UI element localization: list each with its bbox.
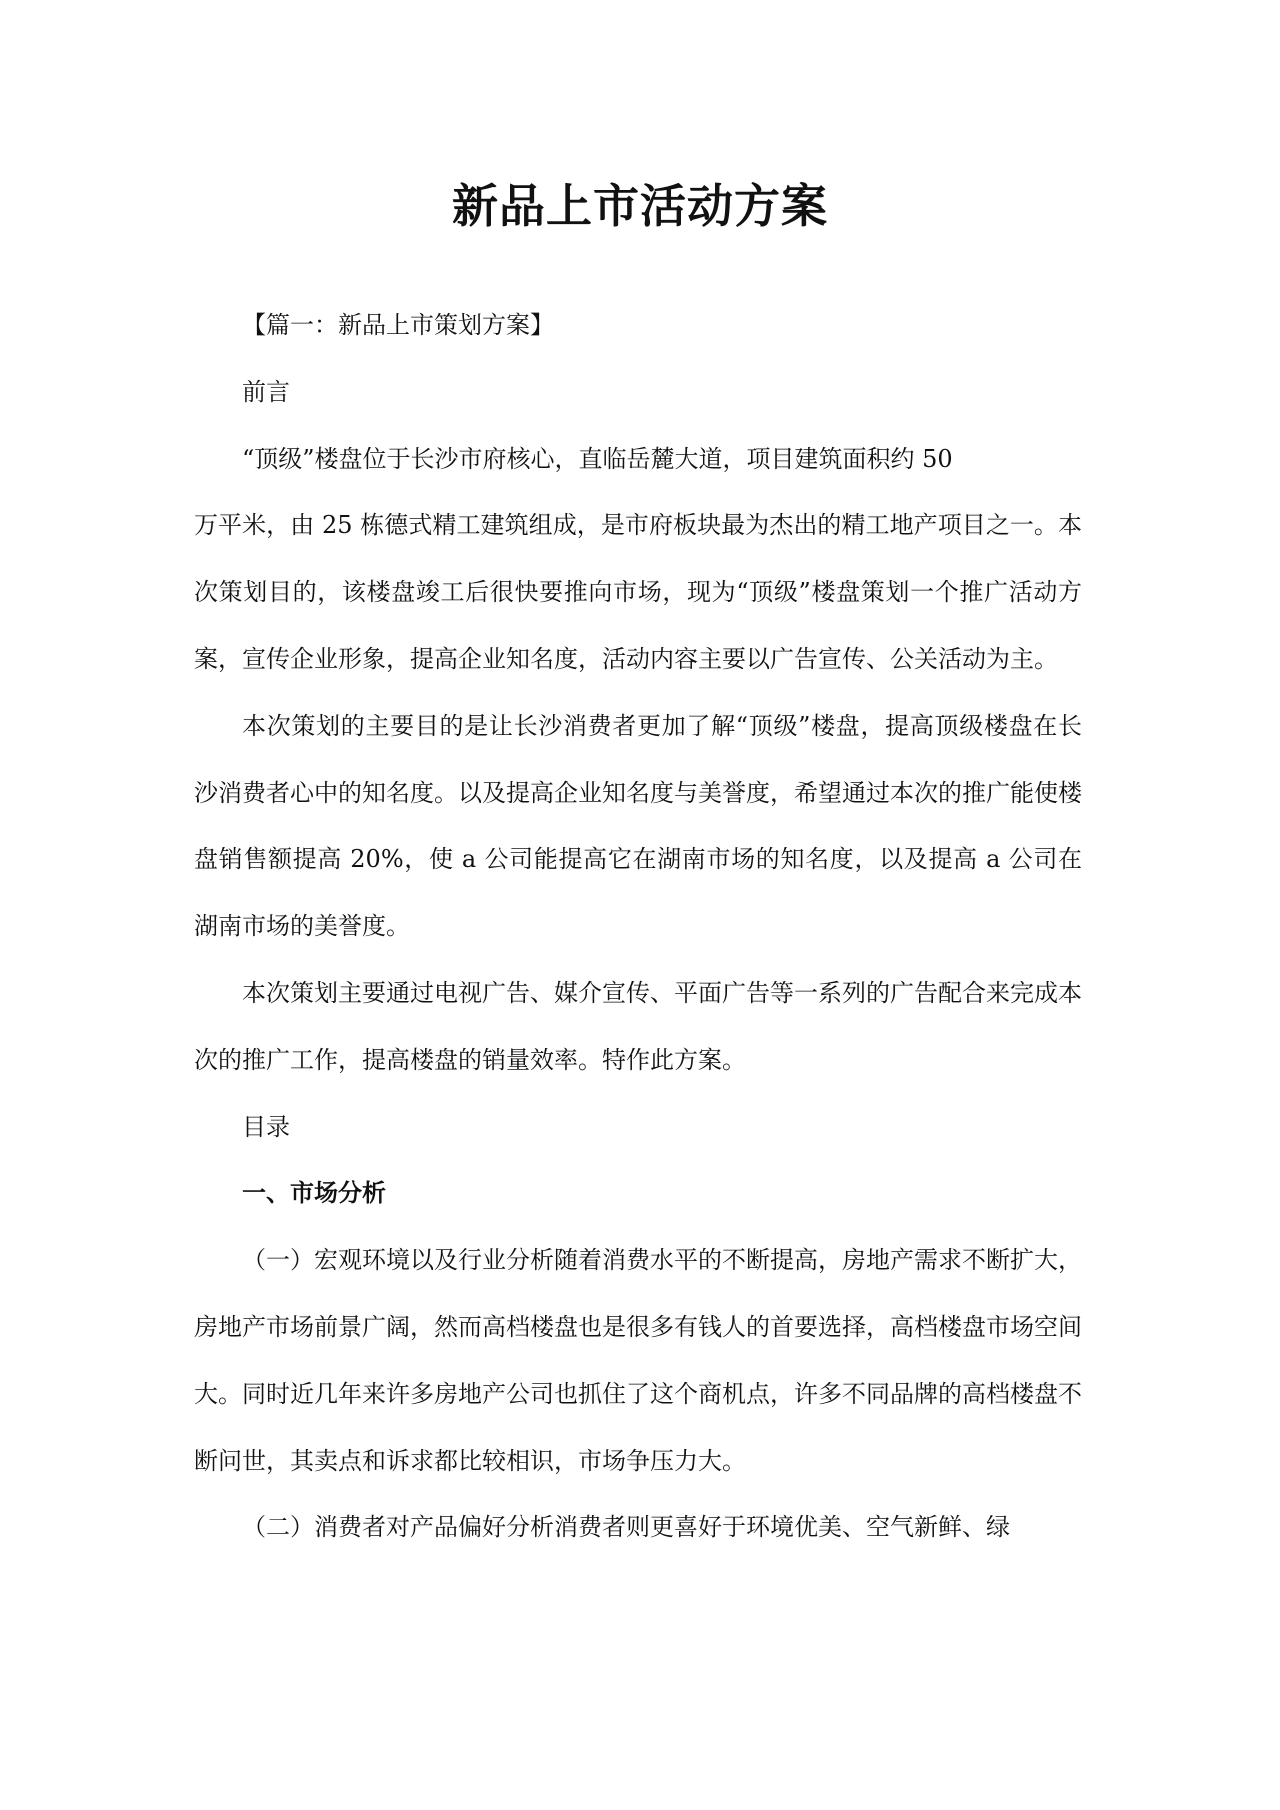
document-body xyxy=(194,292,1082,1561)
preface-paragraph-2: 本次策划的主要目的是让长沙消费者更加了解“顶级”楼盘，提高顶级楼盘在长沙消费者心中的知名度。以及提高企业知名度与美誉度，希望通过本次的推广能使楼盘销售额提高 20%，使 a 公司能提高它在湖南市场的知名度，以及提高 a 公司在湖南市场的美誉度。 xyxy=(194,711,1082,941)
chapter-1-paragraph-1: （一）宏观环境以及行业分析随着消费水平的不断提高，房地产需求不断扩大，房地产市场前景广阔，然而高档楼盘也是很多有钱人的首要选择，高档楼盘市场空间大。同时近几年来许多房地产公司也抓住了这个商机点，许多不同品牌的高档楼盘不断问世，其卖点和诉求都比较相识，市场争压力大。 xyxy=(194,1246,1082,1475)
chapter-1-paragraph-2: （二）消费者对产品偏好分析消费者则更喜好于环境优美、空气新鲜、绿 xyxy=(242,1513,1010,1542)
section-heading: 【篇一：新品上市策划方案】 xyxy=(242,311,554,339)
preface-label: 前言 xyxy=(242,377,290,406)
preface-paragraph-1: 万平米，由 25 栋德式精工建筑组成，是市府板块最为杰出的精工地产项目之一。本次策划目的，该楼盘竣工后很快要推向市场，现为“顶级”楼盘策划一个推广活动方案，宣传企业形象，提高企业知名度，活动内容主要以广告宣传、公关活动为主。 xyxy=(194,511,1082,673)
chapter-1-heading: 一、市场分析 xyxy=(242,1178,386,1208)
preface-first-line: “顶级”楼盘位于长沙市府核心，直临岳麓大道，项目建筑面积约 50 xyxy=(242,444,953,473)
document-title: 新品上市活动方案 xyxy=(452,179,828,233)
toc-label: 目录 xyxy=(242,1112,290,1141)
preface-paragraph-3: 本次策划主要通过电视广告、媒介宣传、平面广告等一系列的广告配合来完成本次的推广工作，提高楼盘的销量效率。特作此方案。 xyxy=(194,978,1082,1074)
